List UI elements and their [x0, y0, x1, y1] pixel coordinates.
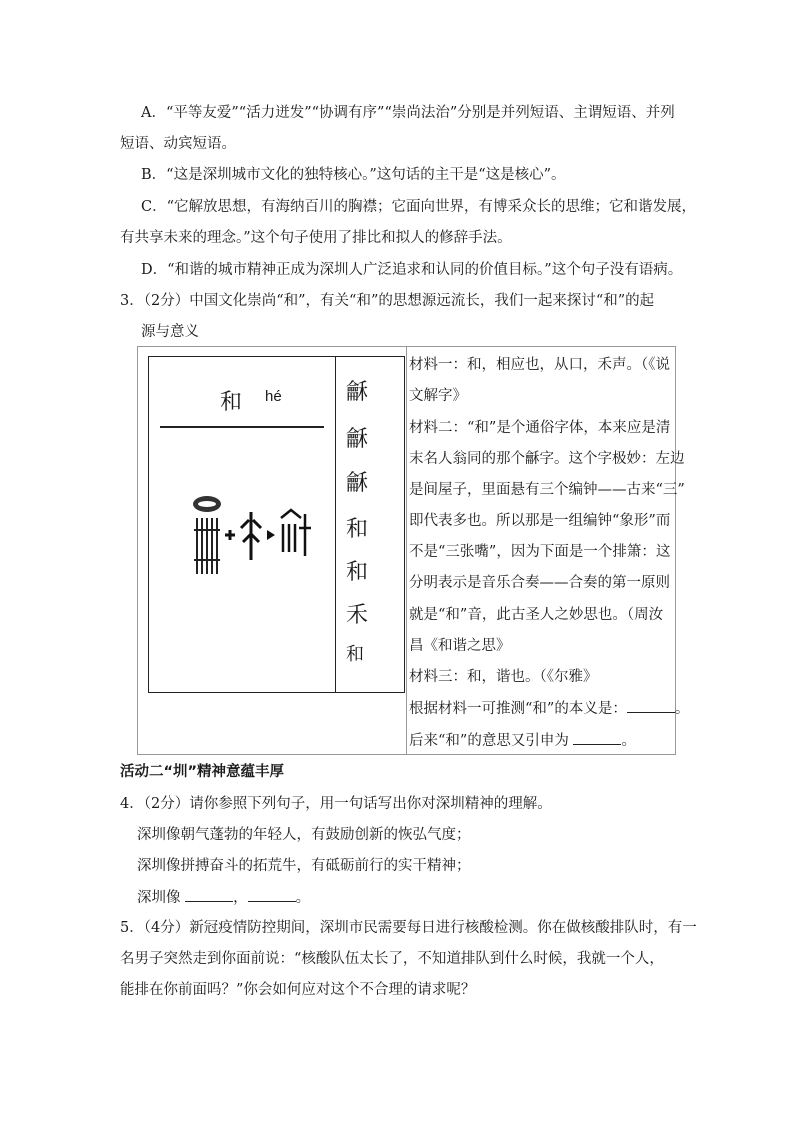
grain-glyph — [241, 512, 261, 560]
answer-blank[interactable] — [185, 887, 233, 902]
option-c-line2: 有共享未来的理念。”这个句子使用了排比和拟人的修辞手法。 — [120, 230, 512, 246]
material-line: 昌《和谐之思》 — [409, 638, 511, 654]
glyph-5: 和 — [346, 560, 369, 585]
question-5-line2: 名男子突然走到你面前说：“核酸队伍太长了，不知道排队到什么时候，我就一个人， — [120, 951, 664, 967]
answer-blank[interactable] — [627, 698, 675, 713]
material-line: 末名人翁同的那个龢字。这个字极妙：左边 — [409, 451, 685, 467]
q4-example-1: 深圳像朝气蓬勃的年轻人，有鼓励创新的恢弘气度； — [137, 827, 471, 843]
material-line: 是间屋子，里面悬有三个编钟——古来“三” — [409, 482, 685, 498]
q4-example-2: 深圳像拼搏奋斗的拓荒牛，有砥砺前行的实干精神； — [137, 858, 471, 874]
option-a-line2: 短语、动宾短语。 — [120, 136, 236, 152]
glyph-evolution-illustration — [185, 490, 315, 580]
material-line: 材料一：和，相应也，从口，禾声。（《说 — [409, 357, 670, 373]
material-line: 分明表示是音乐合奏——合奏的第一原则 — [409, 575, 670, 591]
glyph-1: 龢 — [346, 380, 369, 405]
answer-blank[interactable] — [248, 887, 296, 902]
question-5-line1: 5．（4分）新冠疫情防控期间，深圳市民需要每日进行核酸检测。你在做核酸排队时，有一 — [120, 920, 697, 936]
glyph-4: 和 — [346, 517, 369, 542]
glyph-2: 龢 — [346, 427, 369, 452]
figure-char: 和 — [220, 390, 243, 415]
answer-blank[interactable] — [573, 730, 621, 745]
glyph-3: 龢 — [346, 471, 369, 496]
glyph-7: 和 — [346, 644, 364, 665]
material-line: 即代表多也。所以那是一组编钟“象形”而 — [409, 513, 671, 529]
question-3-line1: 3．（2分）中国文化崇尚“和”，有关“和”的思想源远流长，我们一起来探讨“和”的起 — [120, 293, 655, 309]
figure-pinyin: hé — [265, 388, 282, 405]
option-c-line1: C．“它解放思想，有海纳百川的胸襟；它面向世界，有博采众长的思维；它和谐发展， — [141, 199, 697, 215]
material-line: 材料三：和，谐也。（《尔雅》 — [409, 669, 598, 685]
arrow-icon — [267, 530, 275, 540]
glyph-6: 禾 — [346, 603, 369, 628]
question-5-line3: 能排在你前面吗？”你会如何应对这个不合理的请求呢？ — [120, 982, 476, 998]
he-ancient-glyph — [281, 510, 311, 556]
material-line: 就是“和”音，此古圣人之妙思也。（周汝 — [409, 607, 664, 623]
activity-two-heading: 活动二“圳”精神意蕴丰厚 — [120, 764, 285, 780]
table-divider — [406, 347, 407, 754]
pipes-icon — [194, 518, 220, 574]
plus-icon — [225, 530, 235, 540]
option-d: D．“和谐的城市精神正成为深圳人广泛追求和认同的价值目标。”这个句子没有语病。 — [141, 262, 683, 278]
material-line: 不是“三张嘴”，因为下面是一个排箫：这 — [409, 544, 671, 560]
figure-rule — [160, 426, 324, 428]
question-4: 4．（2分）请你参照下列句子，用一句话写出你对深圳精神的理解。 — [120, 796, 552, 812]
material-line: 材料二：“和”是个通俗字体，本来应是清 — [409, 420, 671, 436]
question-3-line2: 源与意义 — [141, 324, 199, 340]
infer-line-1: 根据材料一可推测“和”的本义是： 。 — [409, 698, 689, 719]
option-a-line1: A．“平等友爱”“活力迸发”“协调有序”“崇尚法治”分别是并列短语、主谓短语、并列 — [141, 105, 675, 121]
option-b: B．“这是深圳城市文化的独特核心。”这句话的主干是“这是核心”。 — [141, 167, 566, 183]
q4-answer-line: 深圳像 ， 。 — [137, 887, 310, 908]
material-line: 文解字》 — [409, 388, 467, 404]
infer-line-2: 后来“和”的意思又引申为 。 — [409, 730, 636, 751]
